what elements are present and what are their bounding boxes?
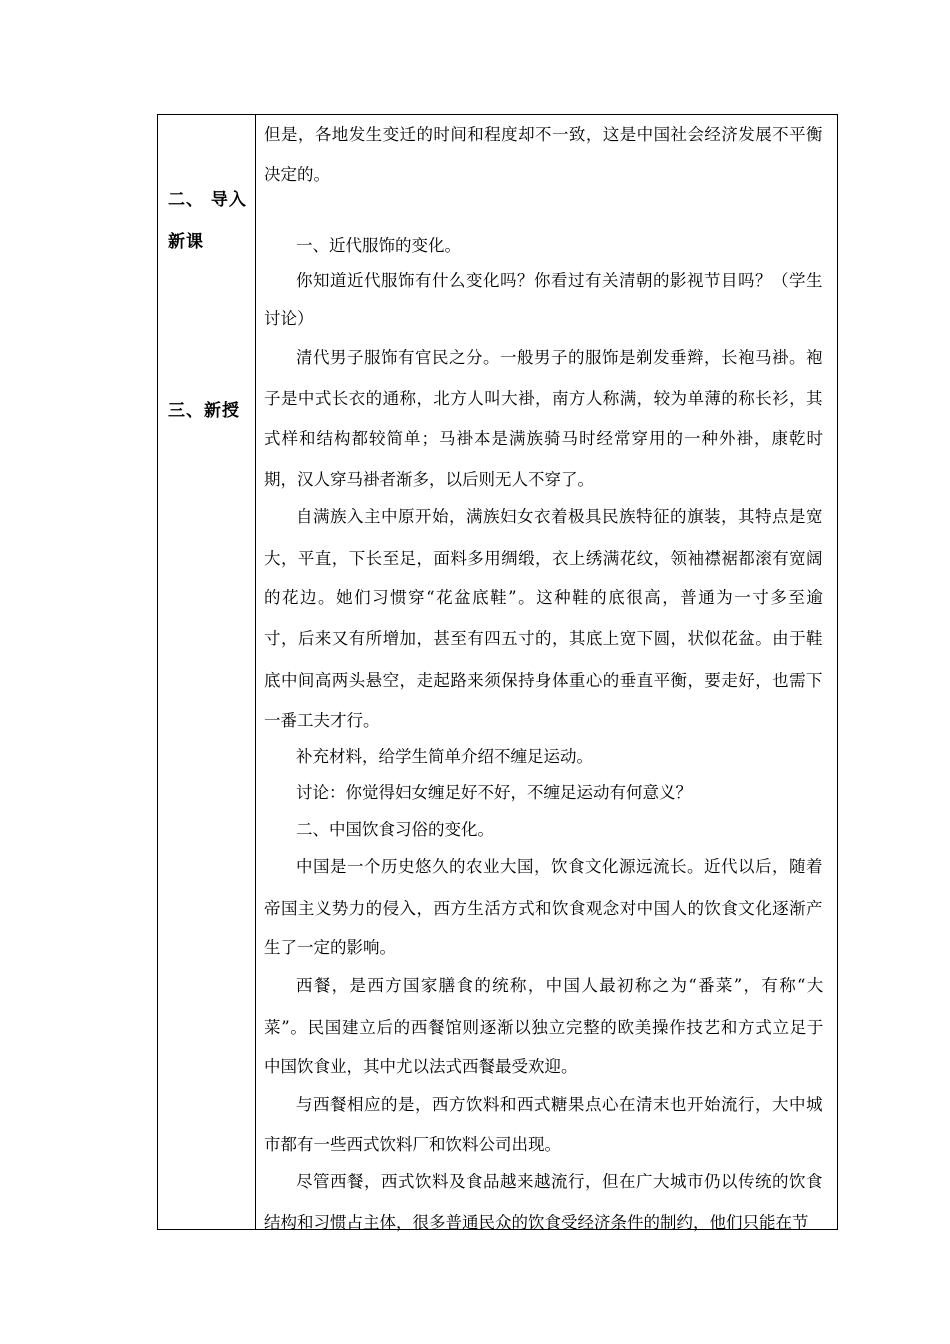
text-line: 决定的。 (264, 165, 330, 184)
text-line: 与西餐相应的是，西方饮料和西式糖果点心在清末也开始流行，大中城 (296, 1095, 823, 1114)
text-line: 期，汉人穿马褂者渐多，以后则无人不穿了。 (264, 470, 594, 489)
section-heading: 一、近代服饰的变化。 (296, 236, 461, 255)
intro-label-line1: 二、 导入 (168, 190, 247, 210)
text-line: 子是中式长衣的通称，北方人叫大褂，南方人称满，较为单薄的称长衫，其 (264, 389, 823, 408)
text-line: 中国是一个历史悠久的农业大国，饮食文化源远流长。近代以后，随着 (296, 857, 823, 876)
text-line: 讨论） (264, 309, 314, 328)
text-line: 清代男子服饰有官民之分。一般男子的服饰是剃发垂辫，长袍马褂。袍 (296, 348, 823, 367)
text-line: 一番工夫才行。 (264, 711, 380, 730)
text-line: 寸，后来又有所增加，甚至有四五寸的，其底上宽下圆，状似花盆。由于鞋 (264, 629, 823, 648)
intro-label-line2: 新课 (168, 232, 204, 252)
text-line: 生了一定的影响。 (264, 938, 396, 957)
text-line: 市都有一些西式饮料厂和饮料公司出现。 (264, 1135, 561, 1154)
new-lesson-label: 三、新授 (168, 401, 240, 421)
text-line: 但是，各地发生变迁的时间和程度却不一致，这是中国社会经济发展不平衡 (264, 125, 823, 144)
text-line: 底中间高两头悬空，走起路来须保持身体重心的垂直平衡，要走好，也需下 (264, 671, 823, 690)
text-line: 自满族入主中原开始，满族妇女衣着极具民族特征的旗装，其特点是宽 (296, 507, 823, 526)
text-line: 结构和习惯占主体，很多普通民众的饮食受经济条件的制约，他们只能在节 (264, 1213, 809, 1232)
text-line: 西餐，是西方国家膳食的统称，中国人最初称之为“番菜”，有称“大 (296, 976, 825, 995)
text-line: 你知道近代服饰有什么变化吗？你看过有关清朝的影视节目吗？（学生 (296, 271, 823, 290)
section-heading: 二、中国饮食习俗的变化。 (296, 820, 494, 839)
text-line: 尽管西餐，西式饮料及食品越来越流行，但在广大城市仍以传统的饮食 (296, 1172, 823, 1191)
text-line: 菜”。民国建立后的西餐馆则逐渐以独立完整的欧美操作技艺和方式立足于 (264, 1018, 825, 1037)
text-line: 式样和结构都较简单；马褂本是满族骑马时经常穿用的一种外褂，康乾时 (264, 429, 824, 448)
text-line: 中国饮食业，其中尤以法式西餐最受欢迎。 (264, 1057, 578, 1076)
lesson-table (157, 114, 838, 1230)
text-line: 补充材料，给学生简单介绍不缠足运动。 (296, 747, 593, 766)
text-line: 帝国主义势力的侵入，西方生活方式和饮食观念对中国人的饮食文化逐渐产 (264, 899, 823, 918)
text-line: 大，平直，下长至足，面料多用绸缎，衣上绣满花纹，领袖襟裾都滚有宽阔 (264, 549, 823, 568)
text-line: 讨论：你觉得妇女缠足好不好，不缠足运动有何意义？ (296, 783, 692, 802)
column-divider (255, 115, 256, 1229)
text-line: 的花边。她们习惯穿“花盆底鞋”。这种鞋的底很高，普通为一寸多至逾 (264, 588, 825, 607)
